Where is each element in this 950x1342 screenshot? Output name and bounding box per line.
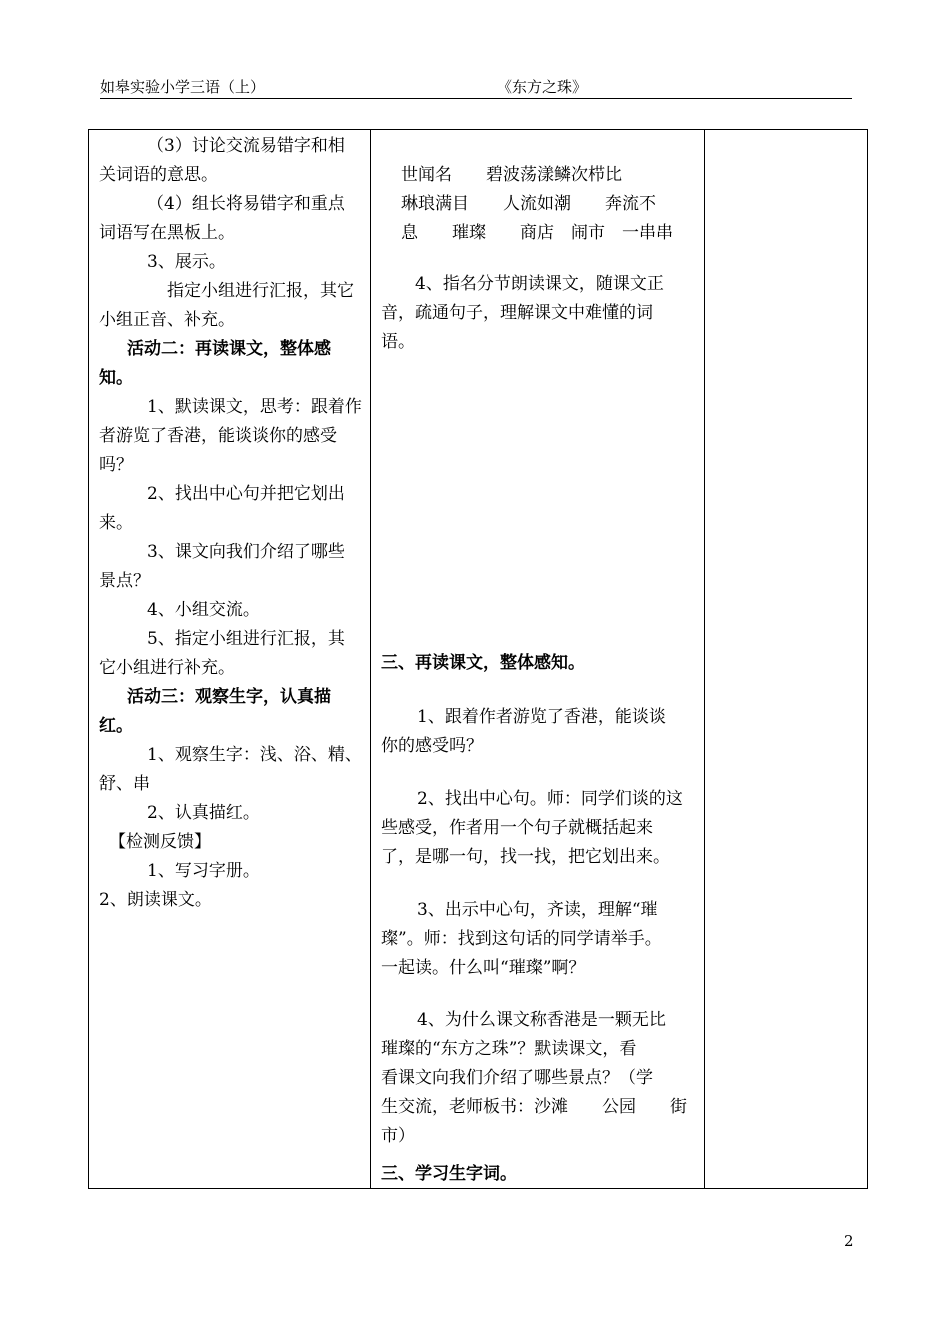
question-line: 3、出示中心句，齐读，理解“璀 (417, 900, 658, 920)
activity-line: （4）组长将易错字和重点 (147, 194, 345, 214)
question-4 (381, 1006, 691, 1151)
activity-line: 2、朗读课文。 (99, 890, 212, 910)
read-aloud-line: 4、指名分节朗读课文，随课文正 (415, 274, 664, 294)
activity-line: 1、写习字册。 (147, 861, 260, 881)
activity-line: 3、展示。 (147, 252, 226, 272)
section4-title: 三、学习生字词。 (381, 1164, 517, 1184)
activity-line: 吗？ (99, 455, 133, 475)
page-header (100, 78, 852, 99)
activity-line: 来。 (99, 513, 133, 533)
read-aloud-line: 语。 (381, 332, 415, 352)
page-number: 2 (844, 1232, 854, 1250)
lesson-table (88, 129, 868, 1189)
activity-line: 【检测反馈】 (109, 832, 211, 852)
teaching-column (371, 130, 705, 1188)
activity-line: 3、课文向我们介绍了哪些 (147, 542, 345, 562)
activity-line: 4、小组交流。 (147, 600, 260, 620)
question-line: 一起读。什么叫“璀璨”啊？ (381, 958, 586, 978)
activity-line: 它小组进行补充。 (99, 658, 235, 678)
read-aloud-block (381, 270, 691, 357)
section3-title: 三、再读课文，整体感知。 (381, 653, 585, 673)
activity-line: 2、认真描红。 (147, 803, 260, 823)
read-aloud-line: 音，疏通句子，理解课文中难懂的词 (381, 303, 653, 323)
activity-line: （3）讨论交流易错字和相 (147, 136, 345, 156)
activity-line: 词语写在黑板上。 (99, 223, 235, 243)
question-1 (381, 703, 691, 761)
question-line: 2、找出中心句。师：同学们谈的这 (417, 789, 683, 809)
activity-line: 活动二：再读课文，整体感 (127, 339, 331, 359)
activity-line: 1、默读课文，思考：跟着作 (147, 397, 362, 417)
question-line: 了，是哪一句，找一找，把它划出来。 (381, 847, 670, 867)
question-line: 些感受，作者用一个句子就概括起来 (381, 818, 653, 838)
activities-text (99, 132, 362, 915)
header-title: 《东方之珠》 (497, 78, 588, 96)
activity-line: 知。 (99, 368, 133, 388)
activity-line: 景点？ (99, 571, 150, 591)
question-line: 生交流，老师板书：沙滩 公园 街 (381, 1097, 687, 1117)
question-line: 市） (381, 1126, 415, 1146)
activity-line: 1、观察生字：浅、浴、精、 (147, 745, 362, 765)
notes-column (705, 130, 867, 1188)
activity-line: 关词语的意思。 (99, 165, 218, 185)
vocab-line: 息 璀璨 商店 闹市 一串串 (401, 223, 673, 243)
activity-line: 活动三：观察生字，认真描 (127, 687, 331, 707)
activity-line: 舒、串 (99, 774, 150, 794)
question-line: 你的感受吗？ (381, 736, 483, 756)
question-line: 璨”。师：找到这句话的同学请举手。 (381, 929, 662, 949)
vocab-line: 世闻名 碧波荡漾鳞次栉比 (401, 165, 622, 185)
question-line: 4、为什么课文称香港是一颗无比 (417, 1010, 666, 1030)
vocab-block (381, 161, 691, 248)
question-line: 璀璨的“东方之珠”？默读课文，看 (381, 1039, 637, 1059)
header-school: 如皋实验小学三语（上） (100, 78, 266, 96)
activity-line: 2、找出中心句并把它划出 (147, 484, 345, 504)
activities-column (89, 130, 371, 1188)
activity-line: 红。 (99, 716, 133, 736)
vocab-line: 琳琅满目 人流如潮 奔流不 (401, 194, 656, 214)
activity-line: 5、指定小组进行汇报，其 (147, 629, 345, 649)
question-line: 看课文向我们介绍了哪些景点？（学 (381, 1068, 653, 1088)
question-3 (381, 896, 691, 983)
question-2 (381, 785, 691, 872)
activity-line: 小组正音、补充。 (99, 310, 235, 330)
question-line: 1、跟着作者游览了香港，能谈谈 (417, 707, 666, 727)
activity-line: 者游览了香港，能谈谈你的感受 (99, 426, 337, 446)
activity-line: 指定小组进行汇报，其它 (167, 281, 354, 301)
